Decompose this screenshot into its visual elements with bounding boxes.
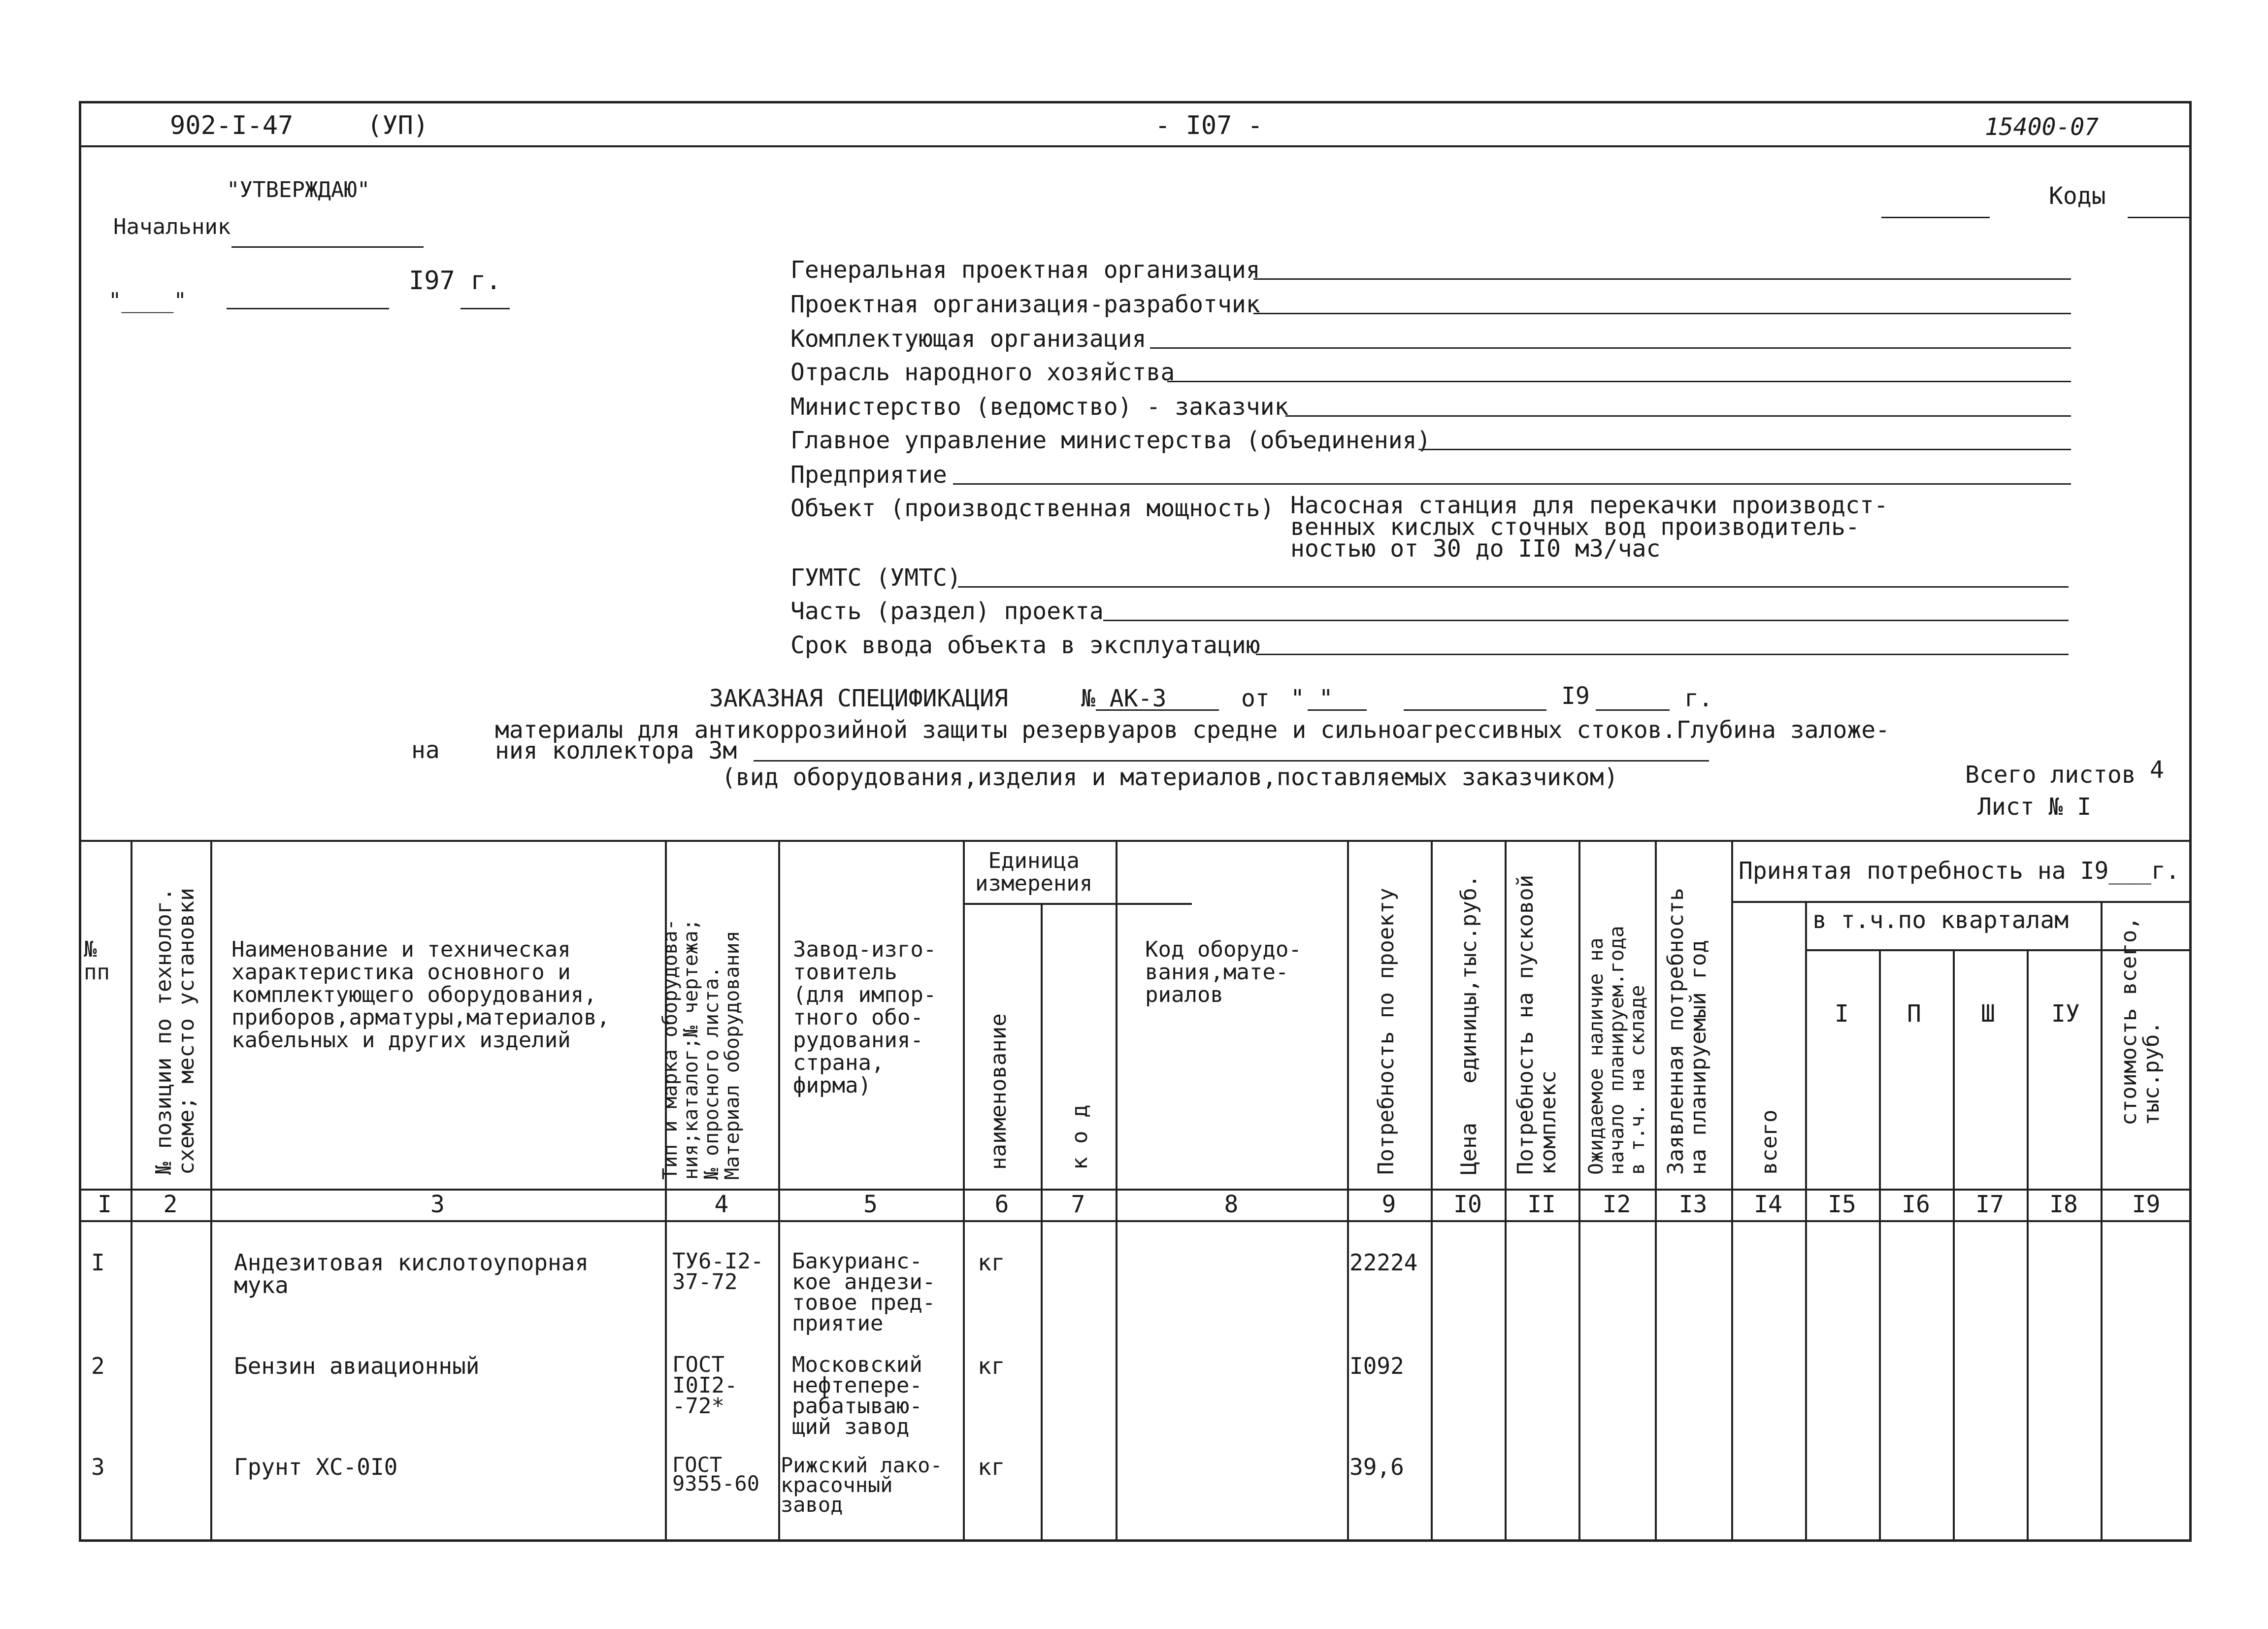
col-header-q2: П [1907, 1000, 1921, 1028]
col-number: 4 [714, 1191, 729, 1218]
col-number: I6 [1902, 1191, 1930, 1218]
field-line [1253, 313, 2071, 314]
spec-subject-caption: (вид оборудования,изделия и материалов,поставляемых заказчиком) [722, 764, 1618, 791]
col-number: I5 [1828, 1191, 1856, 1218]
field-line [1167, 381, 2071, 382]
col-number: 8 [1224, 1191, 1239, 1218]
table-row-3-number: 3 [91, 1454, 105, 1480]
field-industry: Отрасль народного хозяйства [790, 359, 1175, 386]
field-line [1256, 654, 2069, 655]
approval-year: I97 г. [409, 266, 501, 296]
sheet-code: 15400-07 [1985, 113, 2099, 141]
spec-subject-1: материалы для антикоррозийной защиты резервуаров средне и сильноагрессивных стоков.Глубина заложе- [495, 716, 1890, 744]
col-line [1879, 949, 1881, 1542]
col-header-cost: стоимость всего, тыс.руб. [2116, 917, 2164, 1126]
colnum-bottom-line [79, 1220, 2192, 1222]
chief-label: Начальник [113, 214, 231, 239]
codes-label: Коды [2049, 182, 2106, 210]
header-divider [79, 145, 2192, 147]
col-header-accepted-need: Принятая потребность на I9___г. [1739, 857, 2180, 885]
table-row-3-qty: 39,6 [1349, 1454, 1404, 1480]
col-header-quarters: в т.ч.по кварталам [1812, 906, 2069, 934]
col-header-project-need: Потребность по проекту [1374, 888, 1399, 1175]
accepted-line [1731, 901, 2192, 903]
field-enterprise: Предприятие [790, 461, 947, 489]
col-header-position: № позиции по технолог. схеме; место установки [151, 888, 199, 1175]
table-row-1-qty: 22224 [1349, 1249, 1418, 1276]
total-sheets-value: 4 [2150, 756, 2164, 784]
col-number: I2 [1602, 1191, 1631, 1218]
object-label: Объект (производственная мощность) [790, 495, 1275, 522]
table-row-2-number: 2 [91, 1353, 105, 1379]
table-top-line [79, 840, 2192, 842]
table-row-2-qty: I092 [1349, 1353, 1404, 1379]
spec-year-line [1596, 709, 1670, 711]
table-row-2-name: Бензин авиационный [234, 1353, 480, 1379]
spec-title: ЗАКАЗНАЯ СПЕЦИФИКАЦИЯ [709, 685, 1008, 712]
col-header-declared-need: Заявленная потребность на планируемый год [1663, 888, 1711, 1175]
doc-code: 902-I-47 [170, 111, 294, 140]
field-supply-org: Комплектующая организация [790, 325, 1147, 353]
total-sheets-label: Всего листов [1965, 761, 2136, 789]
col-number: I0 [1453, 1191, 1482, 1218]
spec-date-line [1308, 709, 1367, 711]
spec-number: № АК-3 [1081, 685, 1167, 712]
field-line [1253, 278, 2071, 280]
field-line [953, 483, 2071, 485]
approval-year-line [460, 308, 510, 309]
approval-stamp: "УТВЕРЖДАЮ" [227, 177, 370, 202]
field-project-part: Часть (раздел) проекта [790, 598, 1104, 625]
col-number: I8 [2049, 1191, 2078, 1218]
table-row-1-type: ТУ6-I2- 37-72 [672, 1249, 764, 1295]
field-line [1103, 620, 2069, 621]
col-header-name: Наименование и техническая характеристика основного и комплектующего оборудования, приборов,арматуры,материалов, кабельных и других изделий [231, 937, 610, 1053]
col-header-maker: Завод-изго- товитель (для импор- тного обо- рудования- страна, фирма) [793, 937, 937, 1098]
spec-subject-line [754, 760, 1709, 762]
col-header-unit-group: Единица измерения [975, 848, 1093, 896]
field-commission-date: Срок ввода объекта в эксплуатацию [790, 632, 1260, 659]
spec-na: на [411, 736, 440, 764]
codes-line-2 [2128, 217, 2189, 218]
col-header-equipment-code: Код оборудо- вания,мате- риалов [1145, 937, 1302, 1007]
col-number: I3 [1678, 1191, 1708, 1218]
col-line [1041, 903, 1043, 1542]
col-line [2027, 949, 2029, 1542]
table-row-2-unit: кг [978, 1353, 1005, 1379]
object-value-2: венных кислых сточных вод производитель- [1290, 513, 1860, 541]
col-number: 2 [163, 1191, 178, 1218]
field-gumts: ГУМТС (УМТС) [790, 564, 961, 592]
col-line [2101, 901, 2103, 1542]
spec-date-quote: " " [1290, 685, 1333, 712]
col-number: 5 [863, 1191, 878, 1218]
col-header-q1: I [1835, 1000, 1849, 1028]
field-line [958, 586, 2069, 588]
table-row-1-name: Андезитовая кислотоупорная мука [234, 1249, 589, 1298]
approval-date-line [227, 308, 389, 309]
spec-year: I9 [1561, 682, 1590, 710]
spec-subject-2: ния коллектора 3м [495, 737, 737, 765]
spec-g: г. [1684, 685, 1713, 712]
spec-table [79, 840, 2192, 1542]
col-header-launch-need: Потребность на пусковой комплекс [1513, 874, 1561, 1175]
field-general-org: Генеральная проектная организация [790, 256, 1260, 284]
spec-number-line [1096, 709, 1219, 711]
table-row-3-maker: Рижский лако- красочный завод [781, 1453, 943, 1517]
field-main-dept: Главное управление министерства (объединения) [790, 427, 1431, 454]
volume-mark: (УП) [367, 111, 429, 140]
col-header-total: всего [1757, 1109, 1782, 1175]
codes-line-1 [1881, 217, 1990, 218]
col-header-type: Тип и марка оборудова- ния;каталог;№ чертежа; № опросного листа. Материал оборудования [659, 919, 744, 1180]
page-number: - I07 - [1155, 111, 1263, 140]
table-row-3-type: ГОСТ 9355-60 [672, 1453, 760, 1496]
col-line [1953, 949, 1955, 1542]
field-line [1418, 449, 2071, 450]
col-number: I4 [1754, 1191, 1782, 1218]
table-row-3-unit: кг [978, 1454, 1005, 1480]
table-row-1-maker: Бакурианс- кое андези- товое пред- приятие [792, 1249, 936, 1336]
col-header-q4: IУ [2051, 1000, 2080, 1028]
col-header-unit-price: Цена единицы,тыс.руб. [1456, 874, 1481, 1175]
table-row-2-type: ГОСТ I0I2- -72* [672, 1352, 738, 1419]
col-header-q3: Ш [1981, 1000, 1995, 1028]
col-number: 9 [1381, 1191, 1396, 1218]
table-row-2-maker: Московский нефтепере- рабатываю- щий завод [792, 1352, 922, 1439]
sheet-number: Лист № I [1977, 793, 2092, 821]
col-header-unit-code: к о д [1067, 1104, 1092, 1170]
col-header-number: № пп [84, 937, 110, 985]
col-number: I [98, 1191, 112, 1218]
col-number: 7 [1071, 1191, 1085, 1218]
col-header-expected-stock: Ожидаемое наличие на начало планируем.года в т.ч. на складе [1585, 926, 1649, 1175]
spec-month-line [1404, 709, 1546, 711]
table-row-1-number: I [91, 1249, 105, 1276]
col-number: I7 [1975, 1191, 2004, 1218]
col-number: 3 [430, 1191, 445, 1218]
col-header-unit-name: наименование [986, 1013, 1011, 1170]
field-design-org: Проектная организация-разработчик [790, 291, 1260, 318]
object-value-1: Насосная станция для перекачки производст- [1290, 492, 1888, 519]
table-row-3-name: Грунт ХС-0I0 [234, 1454, 398, 1480]
field-ministry: Министерство (ведомство) - заказчик [790, 393, 1289, 421]
field-line [1150, 347, 2071, 349]
col-number: I9 [2132, 1191, 2161, 1218]
field-line [1285, 415, 2071, 417]
col-number: 6 [994, 1191, 1009, 1218]
approval-date: "____" [108, 288, 187, 313]
object-value-3: ностью от 30 до II0 м3/час [1290, 535, 1661, 563]
unit-group-line [963, 903, 1192, 905]
chief-line [231, 246, 424, 248]
spec-from: от [1241, 685, 1270, 712]
col-number: II [1527, 1191, 1556, 1218]
col-line [1805, 901, 1807, 1542]
table-row-1-unit: кг [978, 1249, 1005, 1276]
